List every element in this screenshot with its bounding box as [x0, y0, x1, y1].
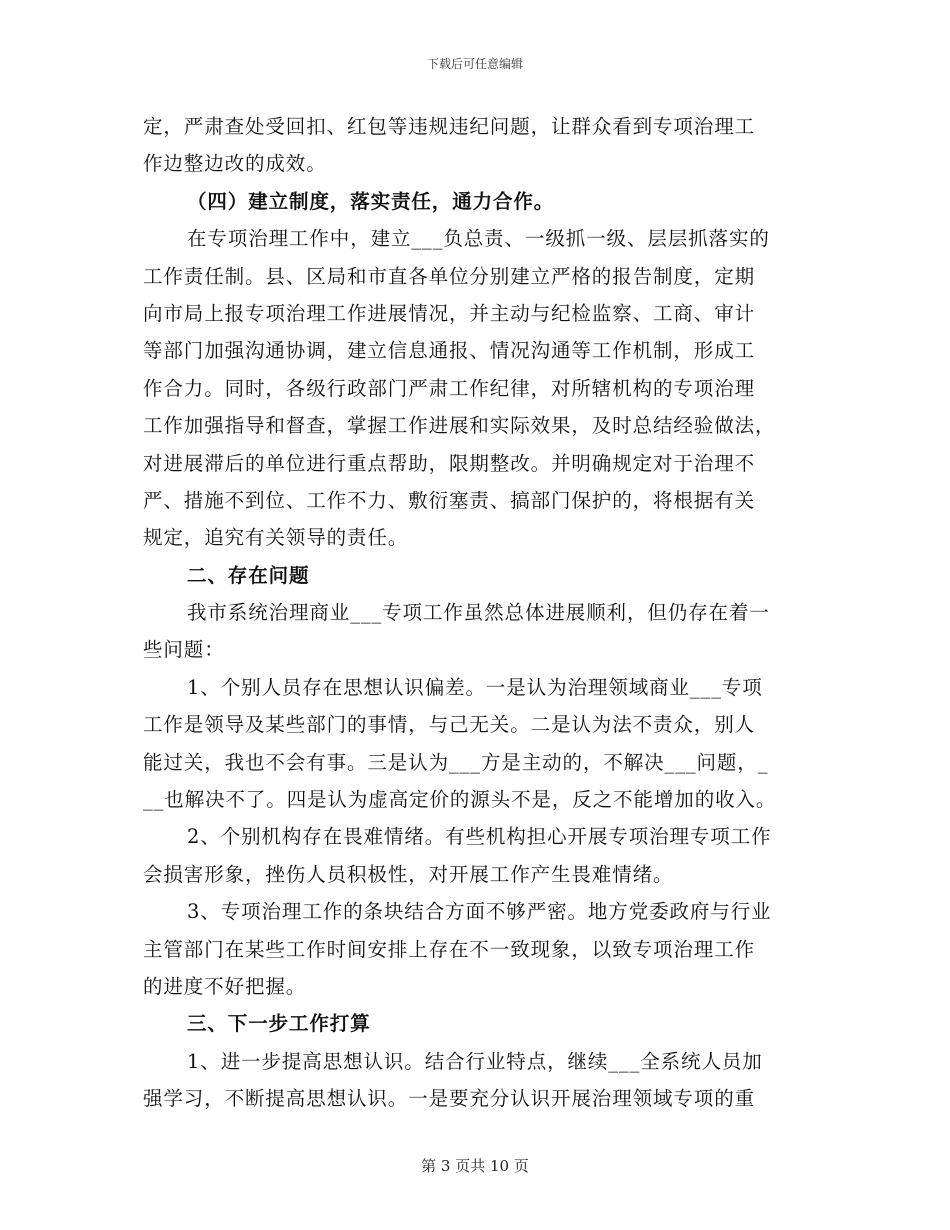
- paragraph-line: 的进度不好把握。: [143, 974, 307, 998]
- paragraph-line: 1、个别人员存在思想认识偏差。一是认为治理领域商业___专项: [187, 675, 763, 699]
- paragraph-line: 等部门加强沟通协调，建立信息通报、情况沟通等工作机制，形成工: [143, 339, 756, 363]
- page-number: 第 3 页共 10 页: [421, 1157, 529, 1175]
- paragraph-line: __也解决不了。四是认为虚高定价的源头不是，反之不能增加的收入。: [143, 788, 777, 812]
- section-heading: 三、下一步工作打算: [187, 1012, 371, 1036]
- document-body: [143, 108, 807, 1118]
- paragraph-line: 对进展滞后的单位进行重点帮助，限期整改。并明确规定对于治理不: [143, 451, 756, 475]
- paragraph-line: 2、个别机构存在畏难情绪。有些机构担心开展专项治理专项工作: [187, 825, 772, 849]
- section-heading: 二、存在问题: [187, 563, 310, 587]
- paragraph-line: 作合力。同时，各级行政部门严肃工作纪律，对所辖机构的专项治理: [143, 376, 756, 400]
- paragraph-line: 定，严肃查处受回扣、红包等违规违纪问题，让群众看到专项治理工: [143, 115, 756, 138]
- paragraph-line: 3、专项治理工作的条块结合方面不够严密。地方党委政府与行业: [187, 900, 772, 924]
- paragraph-line: 1、进一步提高思想认识。结合行业特点，继续___全系统人员加: [187, 1049, 763, 1073]
- paragraph-line: 我市系统治理商业___专项工作虽然总体进展顺利，但仍存在着一: [187, 601, 770, 625]
- paragraph-line: 能过关，我也不会有事。三是认为___方是主动的，不解决___问题，_: [143, 750, 769, 774]
- section-subheading: （四）建立制度，落实责任，通力合作。: [187, 189, 555, 213]
- paragraph-line: 些问题：: [143, 638, 225, 662]
- paragraph-line: 工作加强指导和督查，掌握工作进展和实际效果，及时总结经验做法，: [143, 414, 776, 438]
- paragraph-line: 严、措施不到位、工作不力、敷衍塞责、搞部门保护的，将根据有关: [143, 488, 756, 512]
- paragraph-line: 在专项治理工作中，建立___负总责、一级抓一级、层层抓落实的: [187, 227, 770, 251]
- paragraph-line: 工作责任制。县、区局和市直各单位分别建立严格的报告制度，定期: [143, 264, 756, 288]
- paragraph-line: 向市局上报专项治理工作进展情况，并主动与纪检监察、工商、审计: [143, 301, 756, 325]
- paragraph-line: 工作是领导及某些部门的事情，与己无关。二是认为法不责众，别人: [143, 713, 756, 737]
- paragraph-line: 强学习，不断提高思想认识。一是要充分认识开展治理领域专项的重: [143, 1087, 756, 1111]
- page-header: 下载后可任意编辑: [426, 57, 523, 71]
- paragraph-line: 会损害形象，挫伤人员积极性，对开展工作产生畏难情绪。: [143, 862, 674, 886]
- paragraph-line: 主管部门在某些工作时间安排上存在不一致现象，以致专项治理工作: [143, 937, 756, 961]
- paragraph-line: 作边整边改的成效。: [143, 152, 327, 176]
- paragraph-line: 规定，追究有关领导的责任。: [143, 526, 409, 550]
